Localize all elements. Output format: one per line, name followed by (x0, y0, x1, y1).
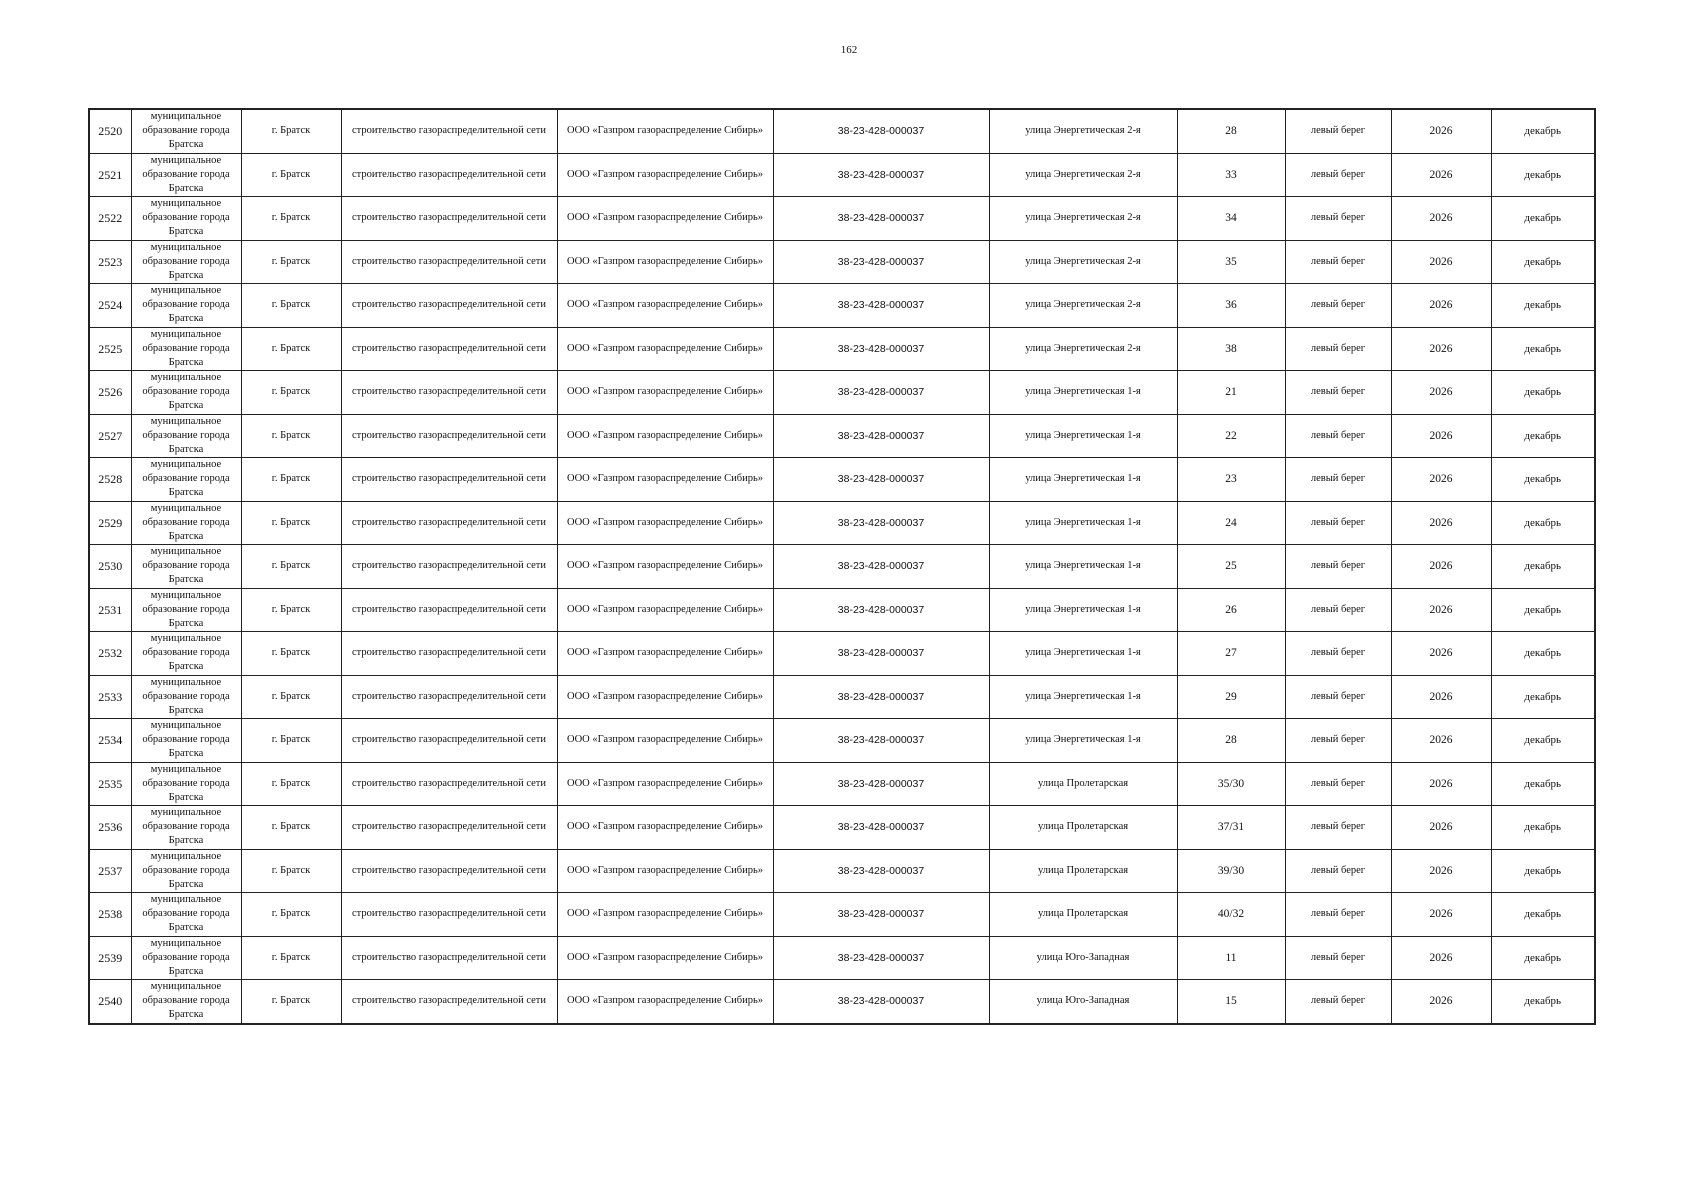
row-number-cell: 2537 (89, 849, 131, 893)
row-number-cell: 2523 (89, 240, 131, 284)
table-row (89, 501, 1595, 545)
work-type-cell: строительство газораспределительной сети (341, 327, 557, 371)
network-code-cell: 38-23-428-000037 (773, 675, 989, 719)
network-code-cell: 38-23-428-000037 (773, 153, 989, 197)
month-cell: декабрь (1491, 588, 1595, 632)
year-cell: 2026 (1391, 501, 1491, 545)
municipality-cell: муниципальное образование города Братска (131, 762, 241, 806)
organization-cell: ООО «Газпром газораспределение Сибирь» (557, 371, 773, 415)
city-cell: г. Братск (241, 414, 341, 458)
city-cell: г. Братск (241, 153, 341, 197)
river-bank-cell: левый берег (1285, 197, 1391, 241)
river-bank-cell: левый берег (1285, 632, 1391, 676)
house-number-cell: 25 (1177, 545, 1285, 589)
municipality-cell: муниципальное образование города Братска (131, 849, 241, 893)
table-row (89, 545, 1595, 589)
house-number-cell: 15 (1177, 980, 1285, 1024)
month-cell: декабрь (1491, 458, 1595, 502)
network-code-cell: 38-23-428-000037 (773, 588, 989, 632)
organization-cell: ООО «Газпром газораспределение Сибирь» (557, 980, 773, 1024)
work-type-cell: строительство газораспределительной сети (341, 371, 557, 415)
row-number-cell: 2536 (89, 806, 131, 850)
work-type-cell: строительство газораспределительной сети (341, 806, 557, 850)
table-row (89, 414, 1595, 458)
house-number-cell: 27 (1177, 632, 1285, 676)
organization-cell: ООО «Газпром газораспределение Сибирь» (557, 197, 773, 241)
city-cell: г. Братск (241, 240, 341, 284)
year-cell: 2026 (1391, 545, 1491, 589)
month-cell: декабрь (1491, 371, 1595, 415)
river-bank-cell: левый берег (1285, 936, 1391, 980)
house-number-cell: 11 (1177, 936, 1285, 980)
year-cell: 2026 (1391, 240, 1491, 284)
house-number-cell: 35/30 (1177, 762, 1285, 806)
work-type-cell: строительство газораспределительной сети (341, 501, 557, 545)
table-row (89, 849, 1595, 893)
work-type-cell: строительство газораспределительной сети (341, 545, 557, 589)
work-type-cell: строительство газораспределительной сети (341, 849, 557, 893)
house-number-cell: 28 (1177, 719, 1285, 763)
river-bank-cell: левый берег (1285, 109, 1391, 153)
row-number-cell: 2527 (89, 414, 131, 458)
street-cell: улица Энергетическая 2-я (989, 240, 1177, 284)
year-cell: 2026 (1391, 806, 1491, 850)
street-cell: улица Энергетическая 1-я (989, 501, 1177, 545)
table-row (89, 284, 1595, 328)
street-cell: улица Юго-Западная (989, 936, 1177, 980)
city-cell: г. Братск (241, 371, 341, 415)
street-cell: улица Энергетическая 1-я (989, 632, 1177, 676)
street-cell: улица Энергетическая 1-я (989, 719, 1177, 763)
house-number-cell: 38 (1177, 327, 1285, 371)
year-cell: 2026 (1391, 893, 1491, 937)
row-number-cell: 2533 (89, 675, 131, 719)
municipality-cell: муниципальное образование города Братска (131, 284, 241, 328)
row-number-cell: 2539 (89, 936, 131, 980)
row-number-cell: 2520 (89, 109, 131, 153)
city-cell: г. Братск (241, 545, 341, 589)
table-row (89, 893, 1595, 937)
network-code-cell: 38-23-428-000037 (773, 893, 989, 937)
network-code-cell: 38-23-428-000037 (773, 936, 989, 980)
year-cell: 2026 (1391, 675, 1491, 719)
month-cell: декабрь (1491, 719, 1595, 763)
year-cell: 2026 (1391, 762, 1491, 806)
organization-cell: ООО «Газпром газораспределение Сибирь» (557, 936, 773, 980)
street-cell: улица Энергетическая 2-я (989, 327, 1177, 371)
street-cell: улица Энергетическая 2-я (989, 284, 1177, 328)
month-cell: декабрь (1491, 109, 1595, 153)
table-row (89, 458, 1595, 502)
organization-cell: ООО «Газпром газораспределение Сибирь» (557, 675, 773, 719)
table-row (89, 240, 1595, 284)
city-cell: г. Братск (241, 632, 341, 676)
organization-cell: ООО «Газпром газораспределение Сибирь» (557, 849, 773, 893)
network-code-cell: 38-23-428-000037 (773, 414, 989, 458)
table-row (89, 980, 1595, 1024)
organization-cell: ООО «Газпром газораспределение Сибирь» (557, 327, 773, 371)
municipality-cell: муниципальное образование города Братска (131, 545, 241, 589)
row-number-cell: 2534 (89, 719, 131, 763)
year-cell: 2026 (1391, 414, 1491, 458)
municipality-cell: муниципальное образование города Братска (131, 632, 241, 676)
work-type-cell: строительство газораспределительной сети (341, 893, 557, 937)
year-cell: 2026 (1391, 849, 1491, 893)
house-number-cell: 37/31 (1177, 806, 1285, 850)
city-cell: г. Братск (241, 458, 341, 502)
house-number-cell: 33 (1177, 153, 1285, 197)
row-number-cell: 2526 (89, 371, 131, 415)
city-cell: г. Братск (241, 849, 341, 893)
month-cell: декабрь (1491, 675, 1595, 719)
organization-cell: ООО «Газпром газораспределение Сибирь» (557, 458, 773, 502)
work-type-cell: строительство газораспределительной сети (341, 414, 557, 458)
month-cell: декабрь (1491, 197, 1595, 241)
city-cell: г. Братск (241, 197, 341, 241)
network-code-cell: 38-23-428-000037 (773, 849, 989, 893)
month-cell: декабрь (1491, 153, 1595, 197)
municipality-cell: муниципальное образование города Братска (131, 806, 241, 850)
municipality-cell: муниципальное образование города Братска (131, 719, 241, 763)
work-type-cell: строительство газораспределительной сети (341, 240, 557, 284)
network-code-cell: 38-23-428-000037 (773, 109, 989, 153)
street-cell: улица Энергетическая 1-я (989, 675, 1177, 719)
row-number-cell: 2529 (89, 501, 131, 545)
year-cell: 2026 (1391, 632, 1491, 676)
row-number-cell: 2521 (89, 153, 131, 197)
year-cell: 2026 (1391, 936, 1491, 980)
organization-cell: ООО «Газпром газораспределение Сибирь» (557, 545, 773, 589)
network-code-cell: 38-23-428-000037 (773, 980, 989, 1024)
organization-cell: ООО «Газпром газораспределение Сибирь» (557, 762, 773, 806)
city-cell: г. Братск (241, 762, 341, 806)
river-bank-cell: левый берег (1285, 893, 1391, 937)
street-cell: улица Энергетическая 2-я (989, 109, 1177, 153)
municipality-cell: муниципальное образование города Братска (131, 197, 241, 241)
year-cell: 2026 (1391, 980, 1491, 1024)
street-cell: улица Пролетарская (989, 849, 1177, 893)
house-number-cell: 36 (1177, 284, 1285, 328)
street-cell: улица Пролетарская (989, 762, 1177, 806)
network-code-cell: 38-23-428-000037 (773, 632, 989, 676)
table-row (89, 109, 1595, 153)
row-number-cell: 2535 (89, 762, 131, 806)
municipality-cell: муниципальное образование города Братска (131, 371, 241, 415)
month-cell: декабрь (1491, 980, 1595, 1024)
river-bank-cell: левый берег (1285, 849, 1391, 893)
network-code-cell: 38-23-428-000037 (773, 501, 989, 545)
network-code-cell: 38-23-428-000037 (773, 545, 989, 589)
table-row (89, 197, 1595, 241)
house-number-cell: 26 (1177, 588, 1285, 632)
municipality-cell: муниципальное образование города Братска (131, 588, 241, 632)
year-cell: 2026 (1391, 109, 1491, 153)
house-number-cell: 23 (1177, 458, 1285, 502)
row-number-cell: 2530 (89, 545, 131, 589)
city-cell: г. Братск (241, 501, 341, 545)
city-cell: г. Братск (241, 588, 341, 632)
table-row (89, 719, 1595, 763)
month-cell: декабрь (1491, 501, 1595, 545)
month-cell: декабрь (1491, 632, 1595, 676)
table-body (89, 109, 1595, 1024)
row-number-cell: 2538 (89, 893, 131, 937)
year-cell: 2026 (1391, 719, 1491, 763)
river-bank-cell: левый берег (1285, 806, 1391, 850)
organization-cell: ООО «Газпром газораспределение Сибирь» (557, 109, 773, 153)
house-number-cell: 29 (1177, 675, 1285, 719)
year-cell: 2026 (1391, 371, 1491, 415)
organization-cell: ООО «Газпром газораспределение Сибирь» (557, 414, 773, 458)
street-cell: улица Юго-Западная (989, 980, 1177, 1024)
house-number-cell: 39/30 (1177, 849, 1285, 893)
river-bank-cell: левый берег (1285, 501, 1391, 545)
year-cell: 2026 (1391, 458, 1491, 502)
network-code-cell: 38-23-428-000037 (773, 284, 989, 328)
house-number-cell: 34 (1177, 197, 1285, 241)
month-cell: декабрь (1491, 849, 1595, 893)
organization-cell: ООО «Газпром газораспределение Сибирь» (557, 893, 773, 937)
street-cell: улица Энергетическая 1-я (989, 545, 1177, 589)
house-number-cell: 22 (1177, 414, 1285, 458)
table-row (89, 936, 1595, 980)
month-cell: декабрь (1491, 414, 1595, 458)
organization-cell: ООО «Газпром газораспределение Сибирь» (557, 588, 773, 632)
table-row (89, 588, 1595, 632)
page-number: 162 (840, 44, 858, 56)
river-bank-cell: левый берег (1285, 719, 1391, 763)
organization-cell: ООО «Газпром газораспределение Сибирь» (557, 719, 773, 763)
organization-cell: ООО «Газпром газораспределение Сибирь» (557, 153, 773, 197)
work-type-cell: строительство газораспределительной сети (341, 675, 557, 719)
table-row (89, 675, 1595, 719)
network-code-cell: 38-23-428-000037 (773, 371, 989, 415)
municipality-cell: муниципальное образование города Братска (131, 980, 241, 1024)
row-number-cell: 2525 (89, 327, 131, 371)
city-cell: г. Братск (241, 980, 341, 1024)
river-bank-cell: левый берег (1285, 980, 1391, 1024)
river-bank-cell: левый берег (1285, 545, 1391, 589)
river-bank-cell: левый берег (1285, 327, 1391, 371)
month-cell: декабрь (1491, 936, 1595, 980)
street-cell: улица Энергетическая 1-я (989, 371, 1177, 415)
month-cell: декабрь (1491, 327, 1595, 371)
work-type-cell: строительство газораспределительной сети (341, 936, 557, 980)
street-cell: улица Энергетическая 1-я (989, 414, 1177, 458)
street-cell: улица Энергетическая 2-я (989, 153, 1177, 197)
table-row (89, 806, 1595, 850)
row-number-cell: 2532 (89, 632, 131, 676)
network-code-cell: 38-23-428-000037 (773, 327, 989, 371)
house-number-cell: 28 (1177, 109, 1285, 153)
city-cell: г. Братск (241, 936, 341, 980)
work-type-cell: строительство газораспределительной сети (341, 109, 557, 153)
year-cell: 2026 (1391, 327, 1491, 371)
municipality-cell: муниципальное образование города Братска (131, 414, 241, 458)
table-row (89, 327, 1595, 371)
month-cell: декабрь (1491, 240, 1595, 284)
river-bank-cell: левый берег (1285, 284, 1391, 328)
street-cell: улица Пролетарская (989, 893, 1177, 937)
organization-cell: ООО «Газпром газораспределение Сибирь» (557, 284, 773, 328)
work-type-cell: строительство газораспределительной сети (341, 458, 557, 502)
municipality-cell: муниципальное образование города Братска (131, 240, 241, 284)
city-cell: г. Братск (241, 284, 341, 328)
city-cell: г. Братск (241, 327, 341, 371)
work-type-cell: строительство газораспределительной сети (341, 153, 557, 197)
row-number-cell: 2531 (89, 588, 131, 632)
work-type-cell: строительство газораспределительной сети (341, 980, 557, 1024)
municipality-cell: муниципальное образование города Братска (131, 109, 241, 153)
row-number-cell: 2540 (89, 980, 131, 1024)
municipality-cell: муниципальное образование города Братска (131, 458, 241, 502)
year-cell: 2026 (1391, 153, 1491, 197)
municipality-cell: муниципальное образование города Братска (131, 893, 241, 937)
network-code-cell: 38-23-428-000037 (773, 762, 989, 806)
river-bank-cell: левый берег (1285, 762, 1391, 806)
month-cell: декабрь (1491, 893, 1595, 937)
row-number-cell: 2524 (89, 284, 131, 328)
street-cell: улица Пролетарская (989, 806, 1177, 850)
work-type-cell: строительство газораспределительной сети (341, 762, 557, 806)
organization-cell: ООО «Газпром газораспределение Сибирь» (557, 632, 773, 676)
month-cell: декабрь (1491, 545, 1595, 589)
house-number-cell: 35 (1177, 240, 1285, 284)
city-cell: г. Братск (241, 675, 341, 719)
house-number-cell: 21 (1177, 371, 1285, 415)
register-table (88, 108, 1596, 1025)
house-number-cell: 40/32 (1177, 893, 1285, 937)
year-cell: 2026 (1391, 284, 1491, 328)
network-code-cell: 38-23-428-000037 (773, 458, 989, 502)
street-cell: улица Энергетическая 2-я (989, 197, 1177, 241)
work-type-cell: строительство газораспределительной сети (341, 588, 557, 632)
row-number-cell: 2528 (89, 458, 131, 502)
municipality-cell: муниципальное образование города Братска (131, 675, 241, 719)
river-bank-cell: левый берег (1285, 458, 1391, 502)
city-cell: г. Братск (241, 719, 341, 763)
year-cell: 2026 (1391, 588, 1491, 632)
house-number-cell: 24 (1177, 501, 1285, 545)
table-row (89, 153, 1595, 197)
river-bank-cell: левый берег (1285, 153, 1391, 197)
city-cell: г. Братск (241, 893, 341, 937)
network-code-cell: 38-23-428-000037 (773, 197, 989, 241)
work-type-cell: строительство газораспределительной сети (341, 719, 557, 763)
organization-cell: ООО «Газпром газораспределение Сибирь» (557, 501, 773, 545)
river-bank-cell: левый берег (1285, 414, 1391, 458)
river-bank-cell: левый берег (1285, 240, 1391, 284)
network-code-cell: 38-23-428-000037 (773, 719, 989, 763)
month-cell: декабрь (1491, 284, 1595, 328)
month-cell: декабрь (1491, 806, 1595, 850)
organization-cell: ООО «Газпром газораспределение Сибирь» (557, 806, 773, 850)
river-bank-cell: левый берег (1285, 675, 1391, 719)
work-type-cell: строительство газораспределительной сети (341, 284, 557, 328)
city-cell: г. Братск (241, 109, 341, 153)
street-cell: улица Энергетическая 1-я (989, 458, 1177, 502)
year-cell: 2026 (1391, 197, 1491, 241)
municipality-cell: муниципальное образование города Братска (131, 153, 241, 197)
street-cell: улица Энергетическая 1-я (989, 588, 1177, 632)
row-number-cell: 2522 (89, 197, 131, 241)
network-code-cell: 38-23-428-000037 (773, 240, 989, 284)
municipality-cell: муниципальное образование города Братска (131, 501, 241, 545)
network-code-cell: 38-23-428-000037 (773, 806, 989, 850)
table-row (89, 762, 1595, 806)
river-bank-cell: левый берег (1285, 588, 1391, 632)
work-type-cell: строительство газораспределительной сети (341, 632, 557, 676)
work-type-cell: строительство газораспределительной сети (341, 197, 557, 241)
table-row (89, 632, 1595, 676)
municipality-cell: муниципальное образование города Братска (131, 327, 241, 371)
river-bank-cell: левый берег (1285, 371, 1391, 415)
table-row (89, 371, 1595, 415)
municipality-cell: муниципальное образование города Братска (131, 936, 241, 980)
month-cell: декабрь (1491, 762, 1595, 806)
organization-cell: ООО «Газпром газораспределение Сибирь» (557, 240, 773, 284)
city-cell: г. Братск (241, 806, 341, 850)
